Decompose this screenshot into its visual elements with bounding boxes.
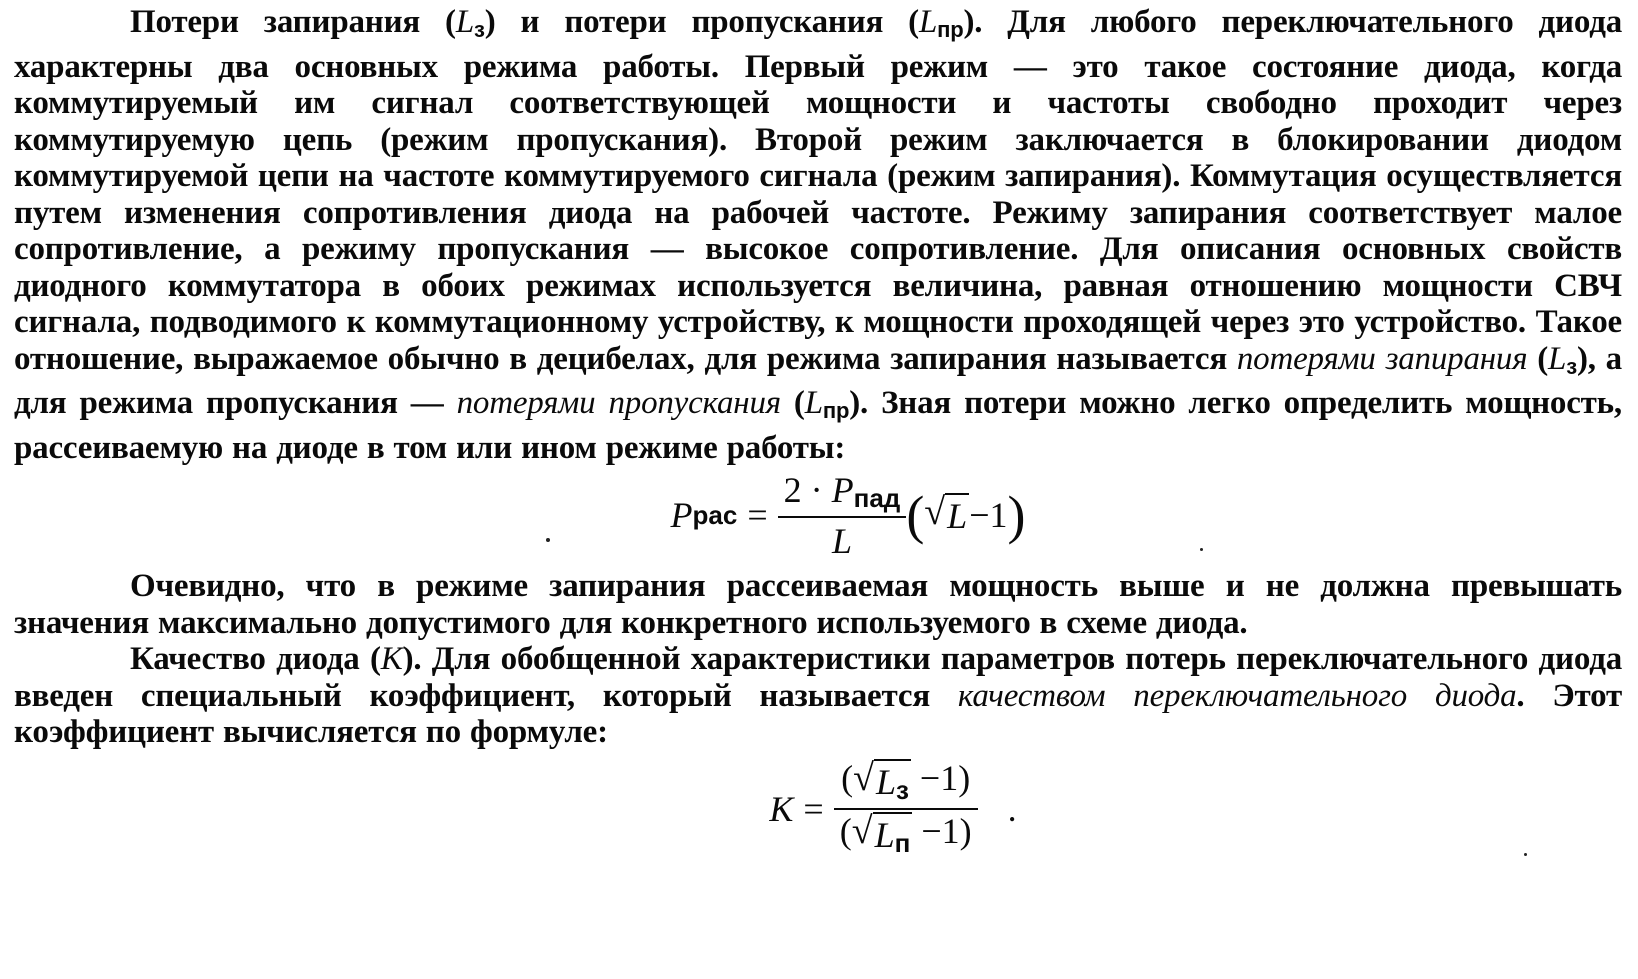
open-paren: ( bbox=[839, 810, 852, 851]
scan-speck bbox=[546, 538, 550, 542]
symbol-L: L bbox=[804, 385, 823, 421]
close-paren: ) bbox=[959, 810, 972, 851]
formula-lhs: P bbox=[670, 495, 693, 535]
heading-diode-quality: Качество диода bbox=[130, 641, 360, 677]
equals-sign: = bbox=[803, 788, 824, 829]
body-text: Для обобщенной характеристики параметров потерь переключательного диода введен специальный коэффициент, который называется bbox=[14, 641, 1623, 714]
formula-lhs: K bbox=[769, 788, 794, 829]
minus-one: −1 bbox=[969, 495, 1008, 535]
subscript-z: з bbox=[474, 17, 485, 42]
radical-sign: √ bbox=[924, 491, 946, 533]
subscript-pr: пр bbox=[822, 398, 850, 423]
subscript-z: з bbox=[1566, 353, 1577, 379]
numerator-coefficient: 2 · bbox=[783, 469, 832, 510]
paragraph-obviously: Очевидно, что в режиме запирания рассеиваемая мощность выше и не должна превышать значения максимально допустимого для конкретного используемого в схеме диода. bbox=[14, 568, 1622, 641]
formula-quality bbox=[164, 753, 1622, 865]
equals-sign: = bbox=[747, 495, 768, 535]
scan-speck bbox=[1524, 853, 1527, 856]
radicand bbox=[873, 812, 913, 859]
body-text: ( bbox=[1527, 340, 1549, 377]
radical-sign: √ bbox=[853, 756, 874, 799]
paragraph-losses bbox=[14, 4, 1622, 466]
fraction-denominator: L bbox=[831, 520, 852, 561]
radicand: L bbox=[945, 493, 969, 537]
scan-speck bbox=[1200, 548, 1203, 551]
formula-lhs-subscript: рас bbox=[692, 499, 738, 530]
square-root bbox=[924, 493, 969, 537]
heading-text: ). bbox=[963, 4, 983, 40]
fraction bbox=[834, 757, 978, 861]
radicand bbox=[874, 759, 911, 806]
subscript-z: з bbox=[895, 774, 909, 805]
close-paren: ) bbox=[1007, 485, 1026, 545]
radical-sign: √ bbox=[851, 809, 873, 852]
paragraph-diode-quality bbox=[14, 641, 1622, 751]
body-text: . Этот коэффициент вычисляется по формуле: bbox=[14, 677, 1622, 750]
symbol-L: L bbox=[455, 4, 474, 40]
numerator-symbol: P bbox=[831, 469, 854, 510]
fraction-numerator bbox=[835, 757, 976, 808]
minus-one: −1 bbox=[912, 810, 960, 851]
term-blocking-losses: потерями запирания bbox=[1236, 340, 1528, 377]
fraction-denominator bbox=[834, 810, 978, 861]
minus-one: −1 bbox=[910, 757, 959, 798]
body-text: Для любого переключательного диода характерны два основных режима работы. Первый режим — это такое состояние диода, когда коммутируемый им сигнал соответствующей мощности и частоты свободно проходит через коммутируемую цепь (режим пропускания). Второй режим заключается в блокировании диодом коммутируемой цепи на частоте коммутируемого сигнала (режим запирания). Коммутация осуществляется путем изменения сопротивления диода на рабочей частоте. Режиму запирания соответствует малое сопротивление, а режиму пропускания — высокое сопротивление. Для описания основных свойств диодного коммутатора в обоих режимах используется величина, равная отношению мощности СВЧ сигнала, подводимого к коммутационному устройству, к мощности проходящей через это устройство. Такое отношение, выражаемое обычно в децибелах, для режима запирания называется bbox=[14, 4, 1622, 377]
square-root bbox=[851, 809, 913, 859]
body-text: ). bbox=[402, 641, 422, 677]
term-diode-quality: качеством переключательного диода bbox=[957, 677, 1517, 714]
heading-text: Потери запирания ( bbox=[130, 4, 456, 40]
symbol-L: L bbox=[874, 814, 895, 855]
symbol-L: L bbox=[875, 761, 896, 802]
open-paren: ( bbox=[906, 485, 925, 545]
subscript-pr: пр bbox=[937, 17, 964, 42]
body-text: ). Зная потери можно легко определить мощность, рассеиваемую на диоде в том или ином режиме работы: bbox=[14, 385, 1622, 466]
formula-dissipated-power bbox=[74, 470, 1622, 560]
square-root bbox=[853, 756, 911, 806]
heading-losses bbox=[130, 4, 982, 40]
body-text: ( bbox=[359, 641, 381, 677]
symbol-L: L bbox=[918, 4, 938, 40]
open-paren: ( bbox=[841, 757, 854, 798]
body-text: ( bbox=[780, 385, 805, 421]
symbol-K: K bbox=[380, 641, 403, 677]
subscript-p: п bbox=[894, 827, 911, 858]
fraction bbox=[778, 469, 907, 562]
body-text: ), а для режима пропускания — bbox=[14, 340, 1622, 421]
heading-text: ) и потери пропускания ( bbox=[484, 4, 919, 40]
fraction-numerator bbox=[778, 469, 907, 516]
document-page bbox=[14, 4, 1622, 865]
symbol-L: L bbox=[1548, 340, 1567, 377]
numerator-subscript: пад bbox=[853, 482, 901, 513]
trailing-dot: . bbox=[1007, 788, 1017, 829]
term-pass-losses: потерями пропускания bbox=[456, 385, 781, 421]
close-paren: ) bbox=[958, 757, 971, 798]
